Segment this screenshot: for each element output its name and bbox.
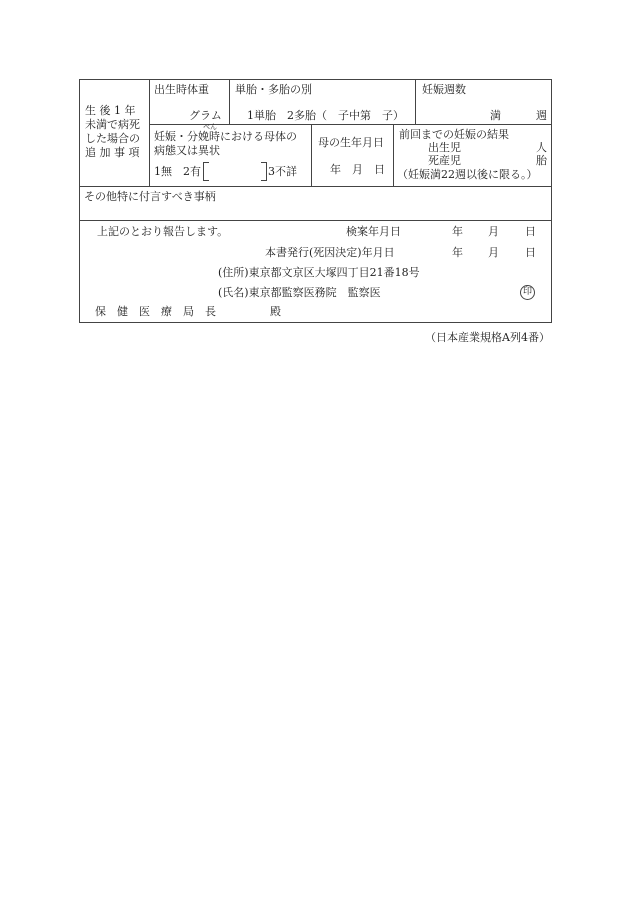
- gestation-full: 満: [490, 109, 501, 122]
- addressee: 保 健 医 療 局 長: [95, 305, 216, 318]
- prior-pregnancy-label: 前回までの妊娠の結果: [399, 128, 509, 141]
- divider: [79, 220, 552, 221]
- divider: [393, 124, 394, 186]
- multiple-birth-label: 単胎・多胎の別: [235, 83, 312, 96]
- seal-mark: 印: [520, 285, 535, 300]
- gestation-label: 妊娠週数: [422, 83, 466, 96]
- exam-date-label: 検案年月日: [346, 225, 401, 238]
- address: (住所)東京都文京区大塚四丁目21番18号: [218, 266, 420, 279]
- other-notes-label: その他特に付言すべき事柄: [84, 190, 216, 203]
- maternal-condition-label-2: 病態又は異状: [154, 144, 220, 157]
- divider: [79, 186, 552, 187]
- stillbirths-unit: 胎: [536, 154, 547, 167]
- divider: [311, 124, 312, 186]
- birth-weight-unit: グラム: [189, 109, 222, 122]
- divider: [415, 79, 416, 124]
- exam-year: 年: [452, 225, 463, 238]
- exam-month: 月: [488, 225, 499, 238]
- gestation-weeks: 週: [536, 109, 547, 122]
- section-label-4: 追 加 事 項: [85, 146, 140, 159]
- prior-pregnancy-note: （妊娠満22週以後に限る。）: [397, 168, 538, 181]
- divider: [229, 79, 230, 124]
- live-births-unit: 人: [536, 141, 547, 154]
- section-label-3: した場合の: [85, 132, 140, 145]
- bracket-open: [203, 162, 209, 181]
- exam-day: 日: [525, 225, 536, 238]
- report-statement: 上記のとおり報告します。: [97, 225, 229, 238]
- maternal-condition-opt3: 3不詳: [268, 165, 297, 178]
- examiner-name: (氏名)東京都監察医務院 監察医: [218, 286, 381, 299]
- maternal-condition-label-1: 妊娠・分娩時における母体の: [154, 130, 297, 143]
- stillbirths-label: 死産児: [428, 154, 461, 167]
- issue-month: 月: [488, 246, 499, 259]
- section-label-1: 生 後 1 年: [85, 104, 136, 117]
- ruby-text: べん: [203, 123, 217, 131]
- standard-note: （日本産業規格A列4番）: [425, 331, 550, 344]
- mother-dob-label: 母の生年月日: [318, 136, 384, 149]
- divider: [149, 79, 150, 186]
- multiple-birth-options: 1単胎 2多胎（ 子中第 子）: [247, 109, 404, 122]
- issue-date-label: 本書発行(死因決定)年月日: [265, 246, 395, 259]
- bracket-close: [261, 162, 267, 181]
- honorific: 殿: [270, 305, 281, 318]
- issue-day: 日: [525, 246, 536, 259]
- live-births-label: 出生児: [428, 141, 461, 154]
- section-label-2: 未満で病死: [85, 118, 140, 131]
- birth-weight-label: 出生時体重: [154, 83, 209, 96]
- issue-year: 年: [452, 246, 463, 259]
- mother-dob-value: 年 月 日: [330, 163, 385, 176]
- maternal-condition-opt1: 1無 2有: [154, 165, 201, 178]
